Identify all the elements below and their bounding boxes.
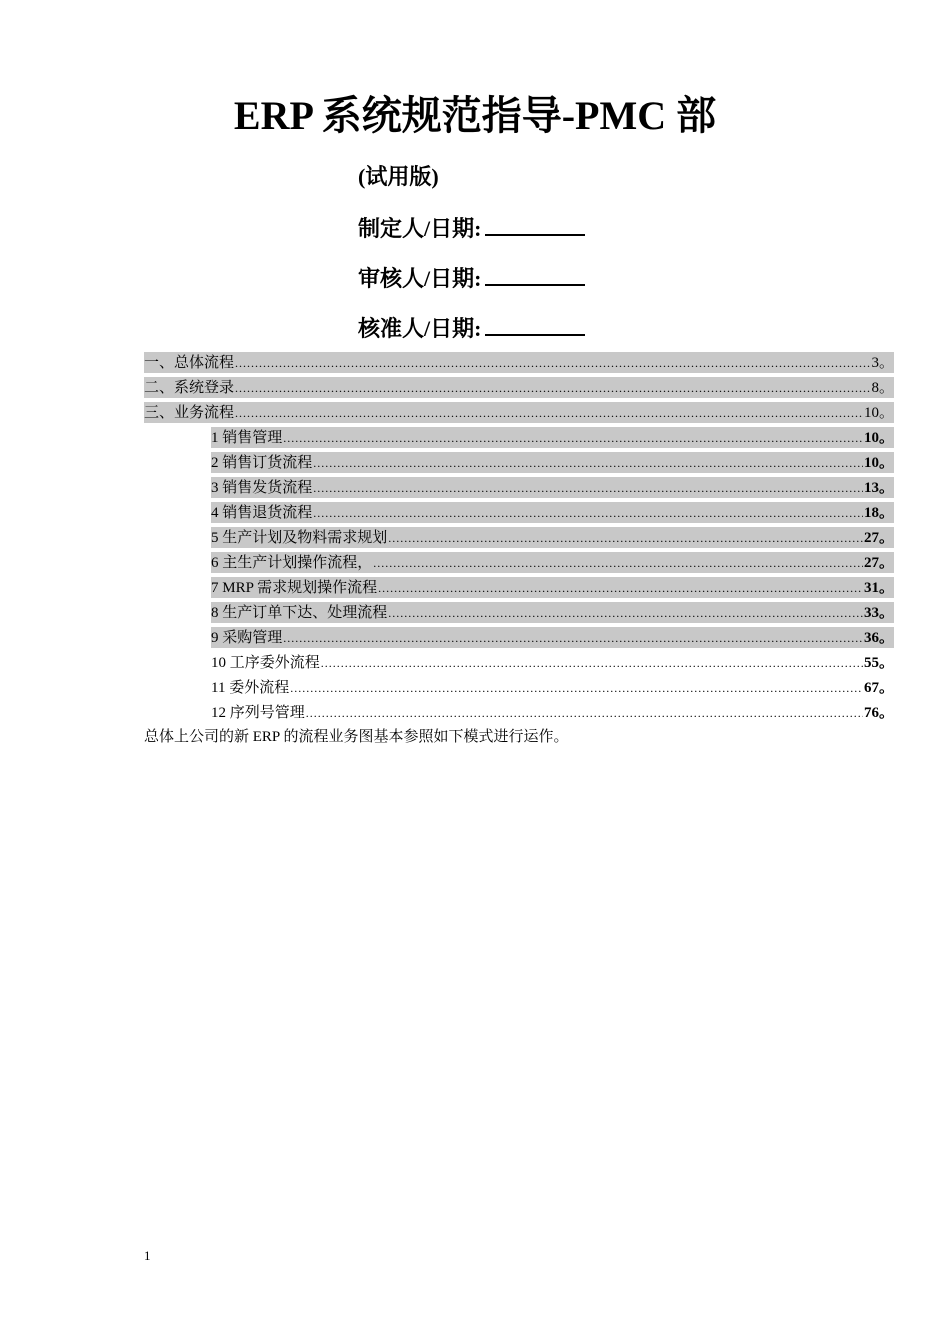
toc-entry-label: 10 工序委外流程 [211,655,320,671]
toc-dot-leader [321,653,863,673]
page-number: 1 [144,1248,151,1263]
toc-entry-page: 76。 [863,705,894,721]
toc-entry[interactable] [144,452,894,477]
toc-dot-leader [283,428,863,448]
toc-entry[interactable] [144,602,894,627]
toc-entry-page: 3。 [871,355,894,371]
toc-dot-leader [306,703,863,723]
toc-dot-leader [290,678,863,698]
toc-entry-line [211,527,894,548]
toc-entry-label: 3 销售发货流程 [211,480,313,496]
author-date-blank[interactable] [485,212,585,236]
toc-entry-page: 67。 [863,680,894,696]
toc-entry-label: 1 销售管理 [211,430,283,446]
toc-entry-line [211,627,894,648]
toc-entry-label: 7 MRP 需求规划操作流程 [211,580,378,596]
approver-date-blank[interactable] [485,312,585,336]
toc-entry-line [211,502,894,523]
toc-dot-leader [388,603,863,623]
author-date-label: 制定人/日期: [358,216,482,241]
version-label: (试用版) [358,164,439,189]
toc-dot-leader [235,353,870,373]
toc-entry[interactable] [144,502,894,527]
toc-dot-leader [235,378,870,398]
approver-date-line [358,312,585,344]
toc-dot-leader [313,478,863,498]
toc-entry-line [144,352,894,373]
toc-entry-line [211,602,894,623]
toc-entry-label: 5 生产计划及物料需求规划 [211,530,388,546]
toc-entry[interactable] [144,677,894,702]
toc-dot-leader [373,553,863,573]
reviewer-date-blank[interactable] [485,262,585,286]
toc-entry-page: 33。 [863,605,894,621]
toc-entry-label: 12 序列号管理 [211,705,305,721]
toc-entry[interactable] [144,702,894,727]
toc-entry-label: 8 生产订单下达、处理流程 [211,605,388,621]
toc-entry[interactable] [144,652,894,677]
toc-entry-page: 10。 [863,430,894,446]
toc-entry[interactable] [144,527,894,552]
toc-entry[interactable] [144,402,894,427]
document-title: ERP 系统规范指导-PMC 部 [233,93,717,138]
toc-entry-line [211,577,894,598]
toc-entry[interactable] [144,577,894,602]
body-paragraph: 总体上公司的新 ERP 的流程业务图基本参照如下模式进行运作。 [144,729,569,745]
author-date-line [358,212,585,244]
toc-dot-leader [283,628,863,648]
toc-entry-page: 55。 [863,655,894,671]
toc-entry-page: 36。 [863,630,894,646]
toc-entry-label: 三、业务流程 [144,405,235,421]
toc-entry-line [211,427,894,448]
toc-entry[interactable] [144,552,894,577]
toc-entry-page: 10。 [863,405,894,421]
toc-entry-label: 9 采购管理 [211,630,283,646]
toc-entry-line [144,402,894,423]
toc-dot-leader [235,403,863,423]
toc-entry-page: 27。 [863,555,894,571]
toc-entry-label: 4 销售退货流程 [211,505,313,521]
toc-entry-label: 2 销售订货流程 [211,455,313,471]
toc-entry-line [211,452,894,473]
toc-entry-line [144,377,894,398]
reviewer-date-label: 审核人/日期: [358,266,482,291]
toc-entry-label: 二、系统登录 [144,380,235,396]
toc-entry-page: 8。 [871,380,894,396]
toc-entry-page: 10。 [863,455,894,471]
toc-entry-label: 11 委外流程 [211,680,290,696]
toc-entry[interactable] [144,352,894,377]
toc-entry[interactable] [144,427,894,452]
toc-dot-leader [378,578,863,598]
toc-entry[interactable] [144,377,894,402]
toc-entry-line [211,652,894,673]
toc-entry-line [211,702,894,723]
toc-entry[interactable] [144,627,894,652]
toc-entry[interactable] [144,477,894,502]
toc-entry-page: 31。 [863,580,894,596]
toc-dot-leader [388,528,863,548]
toc-entry-label: 6 主生产计划操作流程， [211,555,373,571]
toc-entry-page: 13。 [863,480,894,496]
toc-entry-line [211,477,894,498]
reviewer-date-line [358,262,585,294]
table-of-contents [144,352,894,727]
approver-date-label: 核准人/日期: [358,316,482,341]
toc-entry-page: 18。 [863,505,894,521]
toc-entry-line [211,552,894,573]
toc-entry-label: 一、总体流程 [144,355,235,371]
toc-dot-leader [313,453,863,473]
toc-entry-page: 27。 [863,530,894,546]
toc-dot-leader [313,503,863,523]
toc-entry-line [211,677,894,698]
